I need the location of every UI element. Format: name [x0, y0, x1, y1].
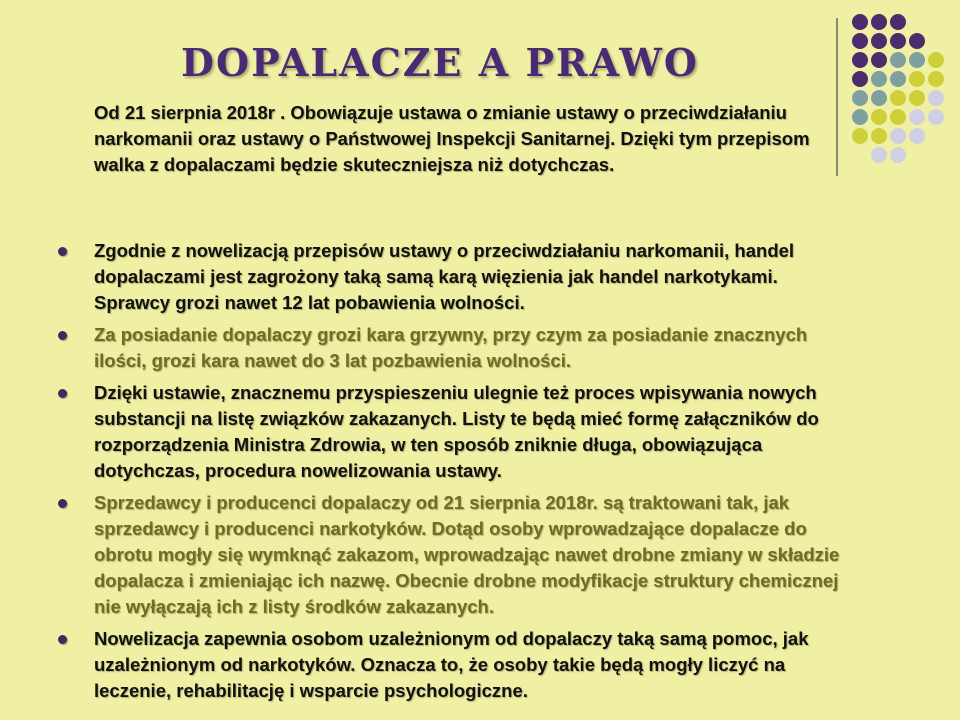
- bullet-text: Sprzedawcy i producenci dopalaczy od 21 sierpnia 2018r. są traktowani tak, jak sprzedawcy i producenci narkotyków. Dotąd osoby wprowadzające dopalacze do obrotu mogły się wymknąć zakazom, wprowadzając nawet drobne zmiany w składzie dopalacza i zmieniając ich nazwę. Obecnie drobne modyfikacje struktury chemicznej nie wyłączają ich z listy środków zakazanych.: [94, 492, 840, 617]
- decorative-dot: [928, 52, 944, 68]
- bullet-text: Dzięki ustawie, znacznemu przyspieszeniu ulegnie też proces wpisywania nowych substancji na listę związków zakazanych. Listy te będą mieć formę załączników do rozporządzenia Ministra Zdrowia, w ten sposób zniknie długa, obowiązująca dotychczas, procedura nowelizowania ustawy.: [94, 382, 819, 481]
- decorative-dot: [852, 109, 868, 125]
- decorative-dot: [890, 52, 906, 68]
- decorative-dot: [909, 71, 925, 87]
- decorative-dot: [890, 14, 906, 30]
- decorative-dot: [852, 128, 868, 144]
- bullet-list: [56, 238, 856, 710]
- decorative-dot: [909, 109, 925, 125]
- decorative-dot: [928, 71, 944, 87]
- bullet-dot-icon: [58, 389, 67, 398]
- decorative-dot: [890, 128, 906, 144]
- bullet-text: Nowelizacja zapewnia osobom uzależnionym od dopalaczy taką samą pomoc, jak uzależnionym od narkotyków. Oznacza to, że osoby takie będą mogły liczyć na leczenie, rehabilitację i wsparcie psychologiczne.: [94, 628, 809, 701]
- decorative-dot: [890, 109, 906, 125]
- decorative-dot: [928, 90, 944, 106]
- bullet-text: Za posiadanie dopalaczy grozi kara grzywny, przy czym za posiadanie znacznych ilości, grozi kara nawet do 3 lat pozbawienia wolności.: [94, 324, 808, 371]
- decorative-dot: [890, 90, 906, 106]
- decorative-dot: [909, 33, 925, 49]
- decorative-dot: [909, 128, 925, 144]
- bullet-item: [56, 626, 856, 704]
- decorative-dot: [890, 71, 906, 87]
- bullet-item: [56, 490, 856, 620]
- decorative-dot: [928, 109, 944, 125]
- bullet-dot-icon: [58, 247, 67, 256]
- decorative-dot: [909, 90, 925, 106]
- bullet-item: [56, 322, 856, 374]
- decorative-dot: [852, 90, 868, 106]
- decorative-dot: [909, 52, 925, 68]
- decorative-dot: [890, 33, 906, 49]
- decorative-dot: [871, 128, 887, 144]
- bullet-item: [56, 238, 856, 316]
- slide-title: DOPALACZE A PRAWO: [181, 40, 699, 85]
- decorative-dot: [871, 90, 887, 106]
- decorative-dot: [871, 109, 887, 125]
- bullet-text: Zgodnie z nowelizacją przepisów ustawy o przeciwdziałaniu narkomanii, handel dopalaczami jest zagrożony taką samą karą więzienia jak handel narkotykami. Sprawcy grozi nawet 12 lat pobawienia wolności.: [94, 240, 795, 313]
- intro-paragraph: Od 21 sierpnia 2018r . Obowiązuje ustawa o zmianie ustawy o przeciwdziałaniu narkomanii oraz ustawy o Państwowej Inspekcji Sanitarnej. Dzięki tym przepisom walka z dopalaczami będzie skuteczniejsza niż dotychczas.: [94, 102, 810, 175]
- decorative-dot: [871, 14, 887, 30]
- bullet-item: [56, 380, 856, 484]
- bullet-dot-icon: [58, 331, 67, 340]
- decorative-dot: [852, 14, 868, 30]
- bullet-dot-icon: [58, 499, 67, 508]
- decorative-dot: [890, 147, 906, 163]
- decorative-dot: [871, 147, 887, 163]
- bullet-dot-icon: [58, 635, 67, 644]
